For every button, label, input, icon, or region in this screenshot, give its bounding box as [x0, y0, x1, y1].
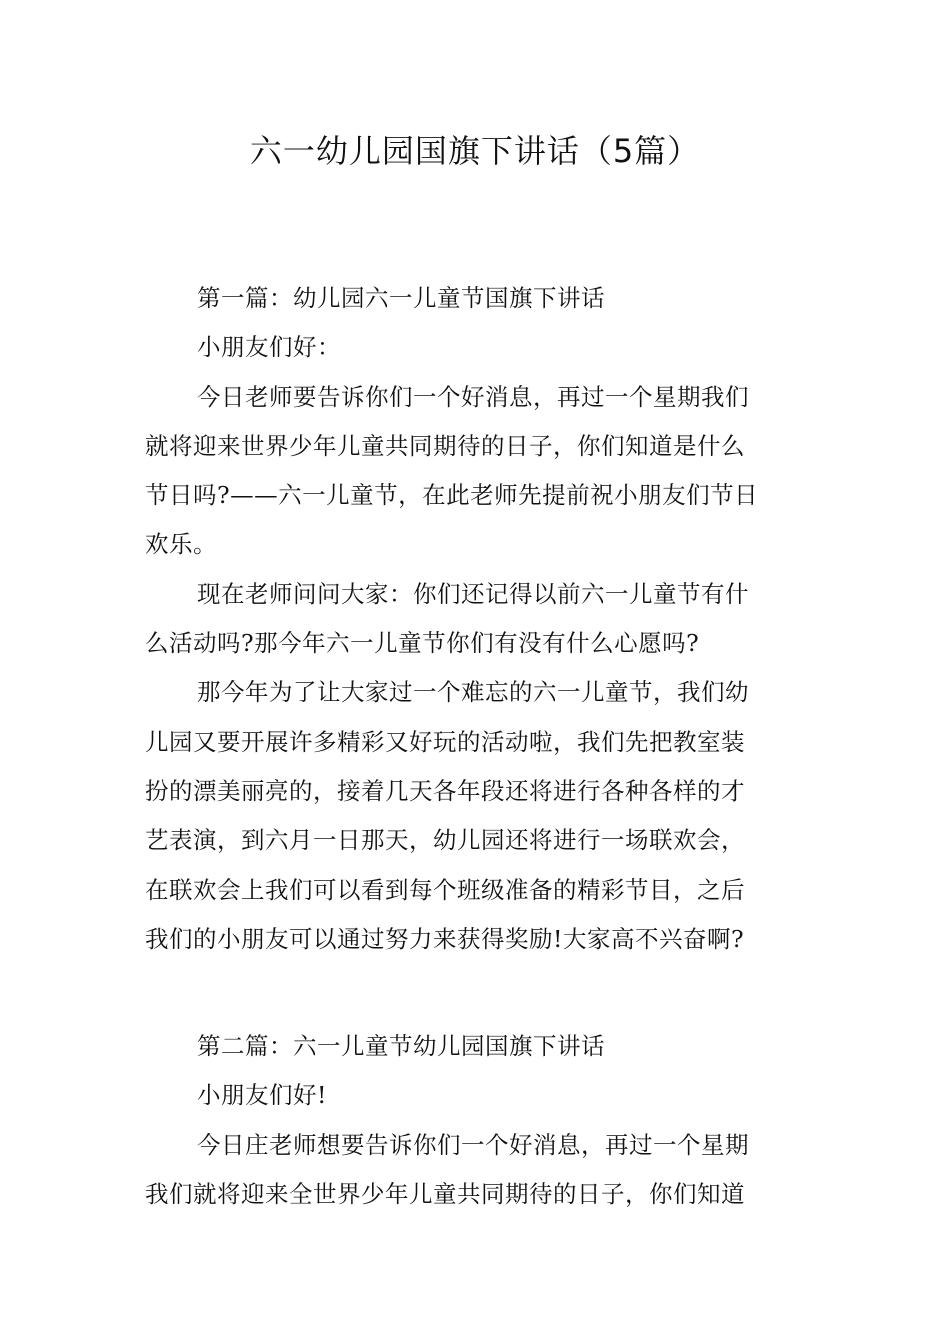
paragraph-line: 我们的小朋友可以通过努力来获得奖励!大家高不兴奋啊?	[145, 924, 745, 953]
paragraph-line: 节日吗?——六一儿童节，在此老师先提前祝小朋友们节日	[145, 481, 759, 510]
paragraph-line: 就将迎来世界少年儿童共同期待的日子，你们知道是什么	[145, 431, 745, 460]
greeting: 小朋友们好：	[197, 333, 341, 362]
paragraph-line: 在联欢会上我们可以看到每个班级准备的精彩节目，之后	[145, 875, 745, 904]
paragraph	[145, 570, 807, 669]
paragraph-line: 欢乐。	[145, 530, 217, 559]
paragraph-line: 今日老师要告诉你们一个好消息，再过一个星期我们	[197, 382, 749, 411]
paragraph-line: 今日庄老师想要告诉你们一个好消息，再过一个星期	[197, 1130, 749, 1159]
paragraph-line: 艺表演，到六月一日那天，幼儿园还将进行一场联欢会，	[145, 826, 745, 855]
greeting: 小朋友们好!	[197, 1081, 327, 1110]
document-title: 六一幼儿园国旗下讲话（5篇）	[249, 132, 701, 170]
section-1	[145, 274, 807, 964]
paragraph-line: 那今年为了让大家过一个难忘的六一儿童节，我们幼	[197, 678, 749, 707]
paragraph-line: 扮的漂美丽亮的，接着几天各年段还将进行各种各样的才	[145, 776, 745, 805]
paragraph-line: 现在老师问问大家：你们还记得以前六一儿童节有什	[197, 579, 749, 608]
section-2	[145, 1022, 807, 1219]
paragraph-line: 我们就将迎来全世界少年儿童共同期待的日子，你们知道	[145, 1179, 745, 1208]
paragraph-line: 么活动吗?那今年六一儿童节你们有没有什么心愿吗?	[145, 629, 700, 658]
section-heading: 第二篇：六一儿童节幼儿园国旗下讲话	[197, 1032, 605, 1060]
paragraph	[145, 1121, 807, 1220]
paragraph	[145, 373, 807, 570]
section-heading: 第一篇：幼儿园六一儿童节国旗下讲话	[197, 284, 605, 312]
paragraph	[145, 668, 807, 964]
paragraph-line: 儿园又要开展许多精彩又好玩的活动啦，我们先把教室装	[145, 727, 745, 756]
